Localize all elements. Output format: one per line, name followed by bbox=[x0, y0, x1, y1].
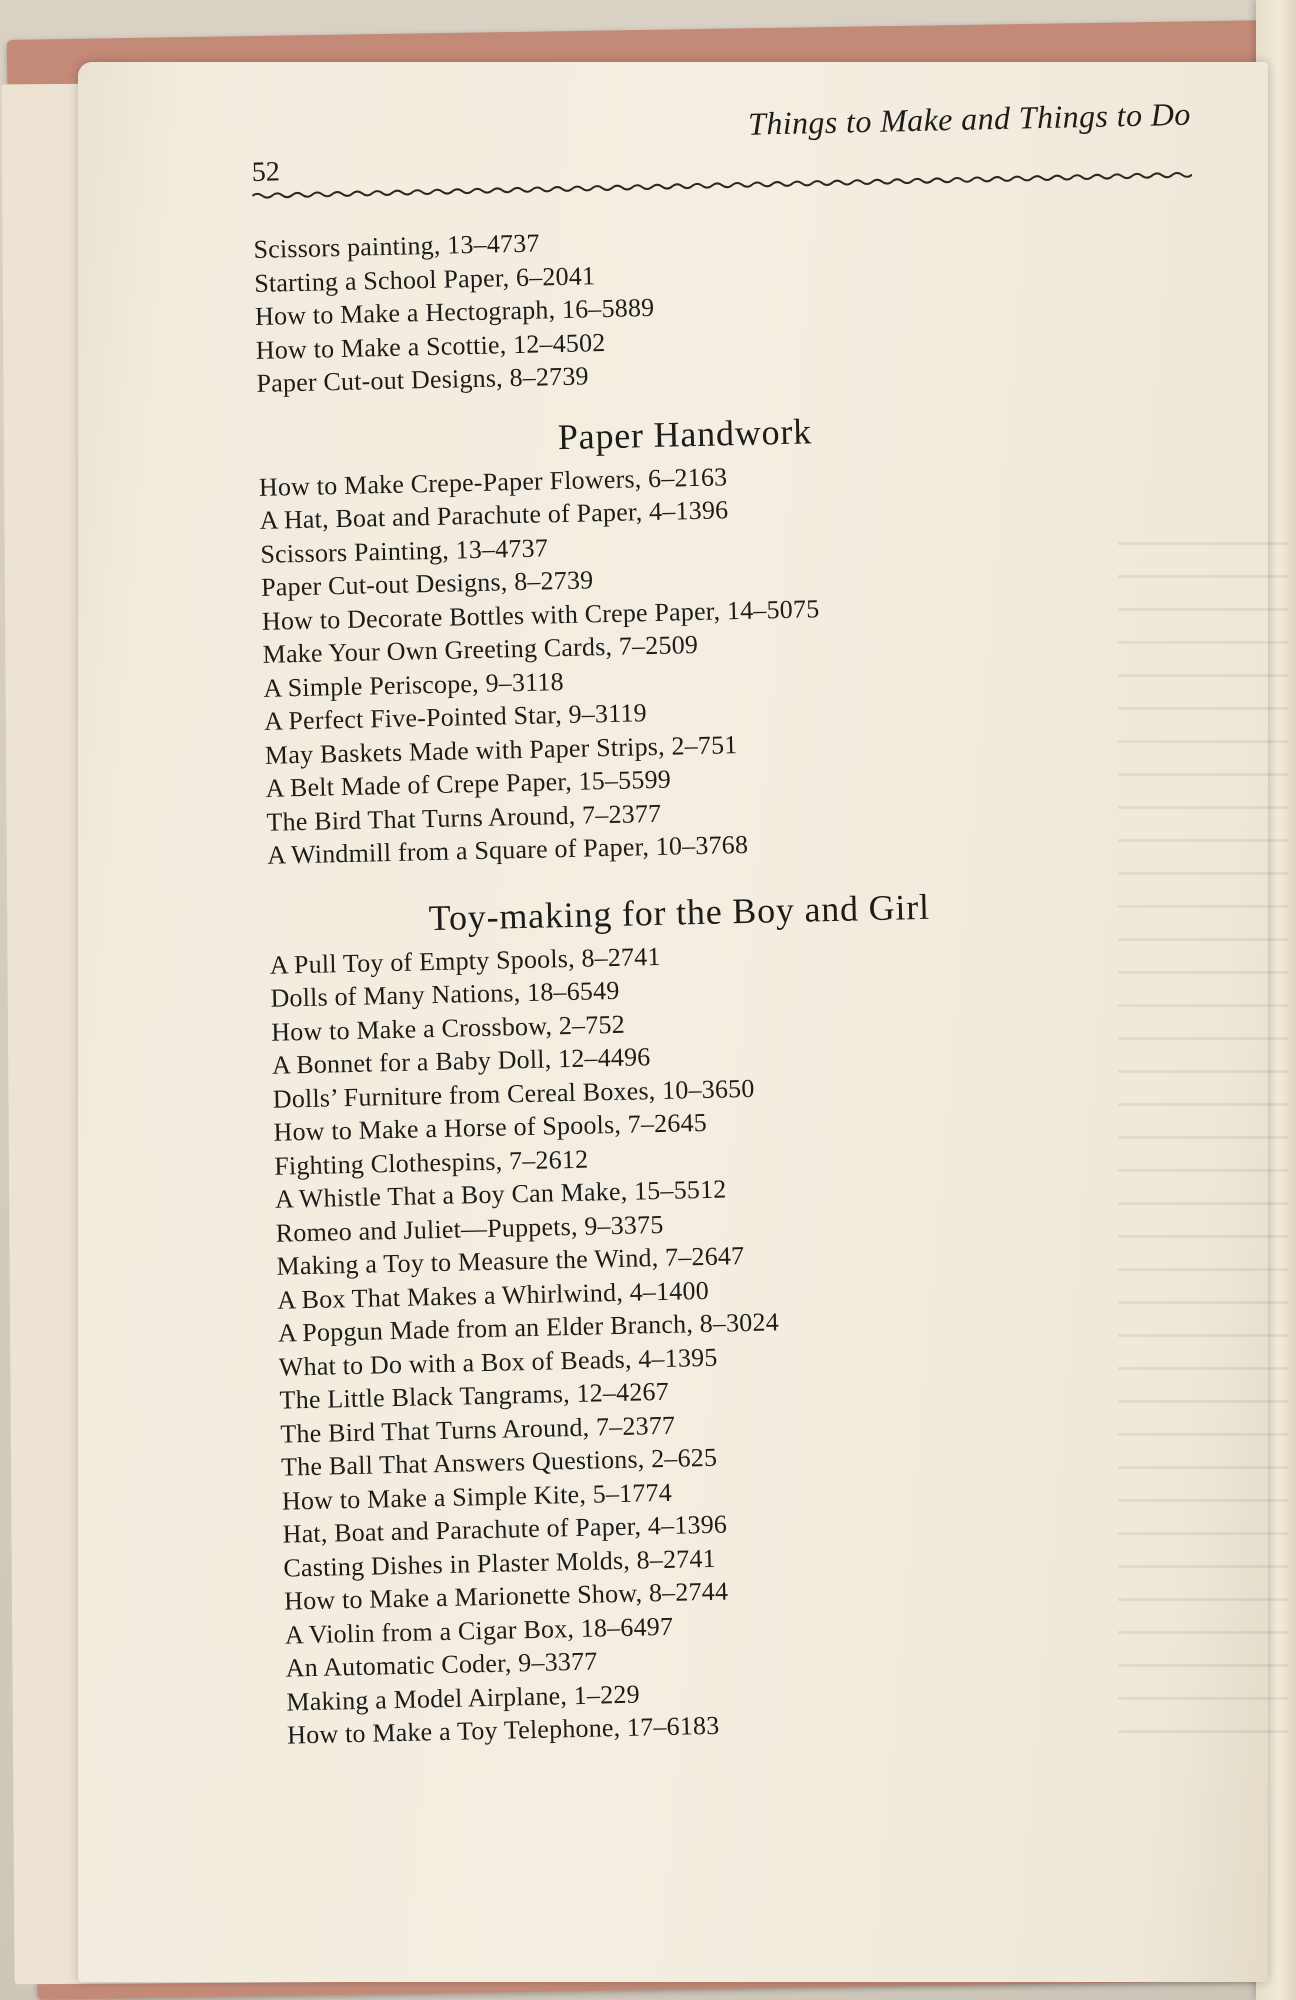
index-entry: The Little Black Tangrams, 12–4267 bbox=[279, 1376, 670, 1415]
index-entry: How to Make a Crossbow, 2–752 bbox=[270, 1009, 626, 1047]
index-entry: Make Your Own Greeting Cards, 7–2509 bbox=[262, 629, 699, 669]
index-entry: Dolls’ Furniture from Cereal Boxes, 10–3650 bbox=[272, 1073, 755, 1114]
index-entry: A Popgun Made from an Elder Branch, 8–3024 bbox=[277, 1307, 780, 1348]
index-entry: A Windmill from a Square of Paper, 10–3768 bbox=[266, 829, 749, 870]
index-entry: An Automatic Coder, 9–3377 bbox=[285, 1646, 598, 1683]
page-number: 52 bbox=[251, 156, 281, 188]
index-entry: May Baskets Made with Paper Strips, 2–751 bbox=[264, 729, 738, 770]
index-entry: Paper Cut-out Designs, 8–2739 bbox=[260, 565, 594, 602]
index-entry: How to Make a Horse of Spools, 7–2645 bbox=[273, 1107, 708, 1147]
index-entry: The Bird That Turns Around, 7–2377 bbox=[280, 1410, 676, 1449]
section-heading-paper-handwork: Paper Handwork bbox=[557, 410, 813, 457]
index-entry: How to Make Crepe-Paper Flowers, 6–2163 bbox=[258, 461, 728, 502]
index-entry: Fighting Clothespins, 7–2612 bbox=[273, 1144, 589, 1181]
index-entry: How to Make a Hectograph, 16–5889 bbox=[254, 292, 655, 331]
intro-entry-list bbox=[253, 211, 1217, 400]
index-entry: How to Make a Scottie, 12–4502 bbox=[255, 327, 606, 365]
index-entry: A Box That Makes a Whirlwind, 4–1400 bbox=[277, 1275, 710, 1315]
section-heading-toy-making: Toy-making for the Boy and Girl bbox=[428, 886, 931, 938]
index-entry: The Ball That Answers Questions, 2–625 bbox=[280, 1442, 718, 1482]
index-entry: A Perfect Five-Pointed Star, 9–3119 bbox=[263, 698, 648, 736]
toy-making-list bbox=[269, 927, 1247, 1753]
index-entry: Romeo and Juliet—Puppets, 9–3375 bbox=[275, 1209, 664, 1248]
index-entry: Dolls of Many Nations, 18–6549 bbox=[270, 975, 620, 1013]
index-entry: Making a Toy to Measure the Wind, 7–2647 bbox=[276, 1241, 745, 1281]
index-entry: What to Do with a Box of Beads, 4–1395 bbox=[278, 1342, 718, 1382]
index-entry: Casting Dishes in Plaster Molds, 8–2741 bbox=[283, 1543, 717, 1583]
index-entry: How to Decorate Bottles with Crepe Paper, 14–5075 bbox=[261, 593, 820, 636]
index-entry: A Pull Toy of Empty Spools, 8–2741 bbox=[269, 941, 661, 980]
header-wavy-rule bbox=[252, 170, 1192, 201]
index-entry: A Belt Made of Crepe Paper, 15–5599 bbox=[265, 764, 672, 803]
index-entry: How to Make a Simple Kite, 5–1774 bbox=[281, 1477, 673, 1516]
index-entry: The Bird That Turns Around, 7–2377 bbox=[266, 798, 662, 837]
index-entry: Starting a School Paper, 6–2041 bbox=[253, 260, 596, 298]
index-entry: Paper Cut-out Designs, 8–2739 bbox=[256, 361, 590, 398]
running-title: Things to Make and Things to Do bbox=[747, 95, 1192, 142]
index-entry: How to Make a Toy Telephone, 17–6183 bbox=[286, 1710, 720, 1750]
page-content bbox=[250, 73, 1247, 1752]
index-entry: How to Make a Marionette Show, 8–2744 bbox=[283, 1576, 729, 1616]
index-entry: Scissors painting, 13–4737 bbox=[253, 228, 540, 264]
index-entry: A Whistle That a Boy Can Make, 15–5512 bbox=[274, 1174, 727, 1214]
paper-handwork-list bbox=[259, 449, 1228, 873]
index-entry: A Hat, Boat and Parachute of Paper, 4–1396 bbox=[259, 495, 729, 535]
index-entry: Scissors Painting, 13–4737 bbox=[260, 532, 549, 569]
index-entry: Making a Model Airplane, 1–229 bbox=[286, 1679, 641, 1717]
index-entry: A Bonnet for a Baby Doll, 12–4496 bbox=[271, 1042, 651, 1080]
index-entry: A Violin from a Cigar Box, 18–6497 bbox=[284, 1611, 674, 1650]
index-entry: A Simple Periscope, 9–3118 bbox=[263, 666, 565, 703]
index-entry: Hat, Boat and Parachute of Paper, 4–1396 bbox=[282, 1509, 728, 1549]
